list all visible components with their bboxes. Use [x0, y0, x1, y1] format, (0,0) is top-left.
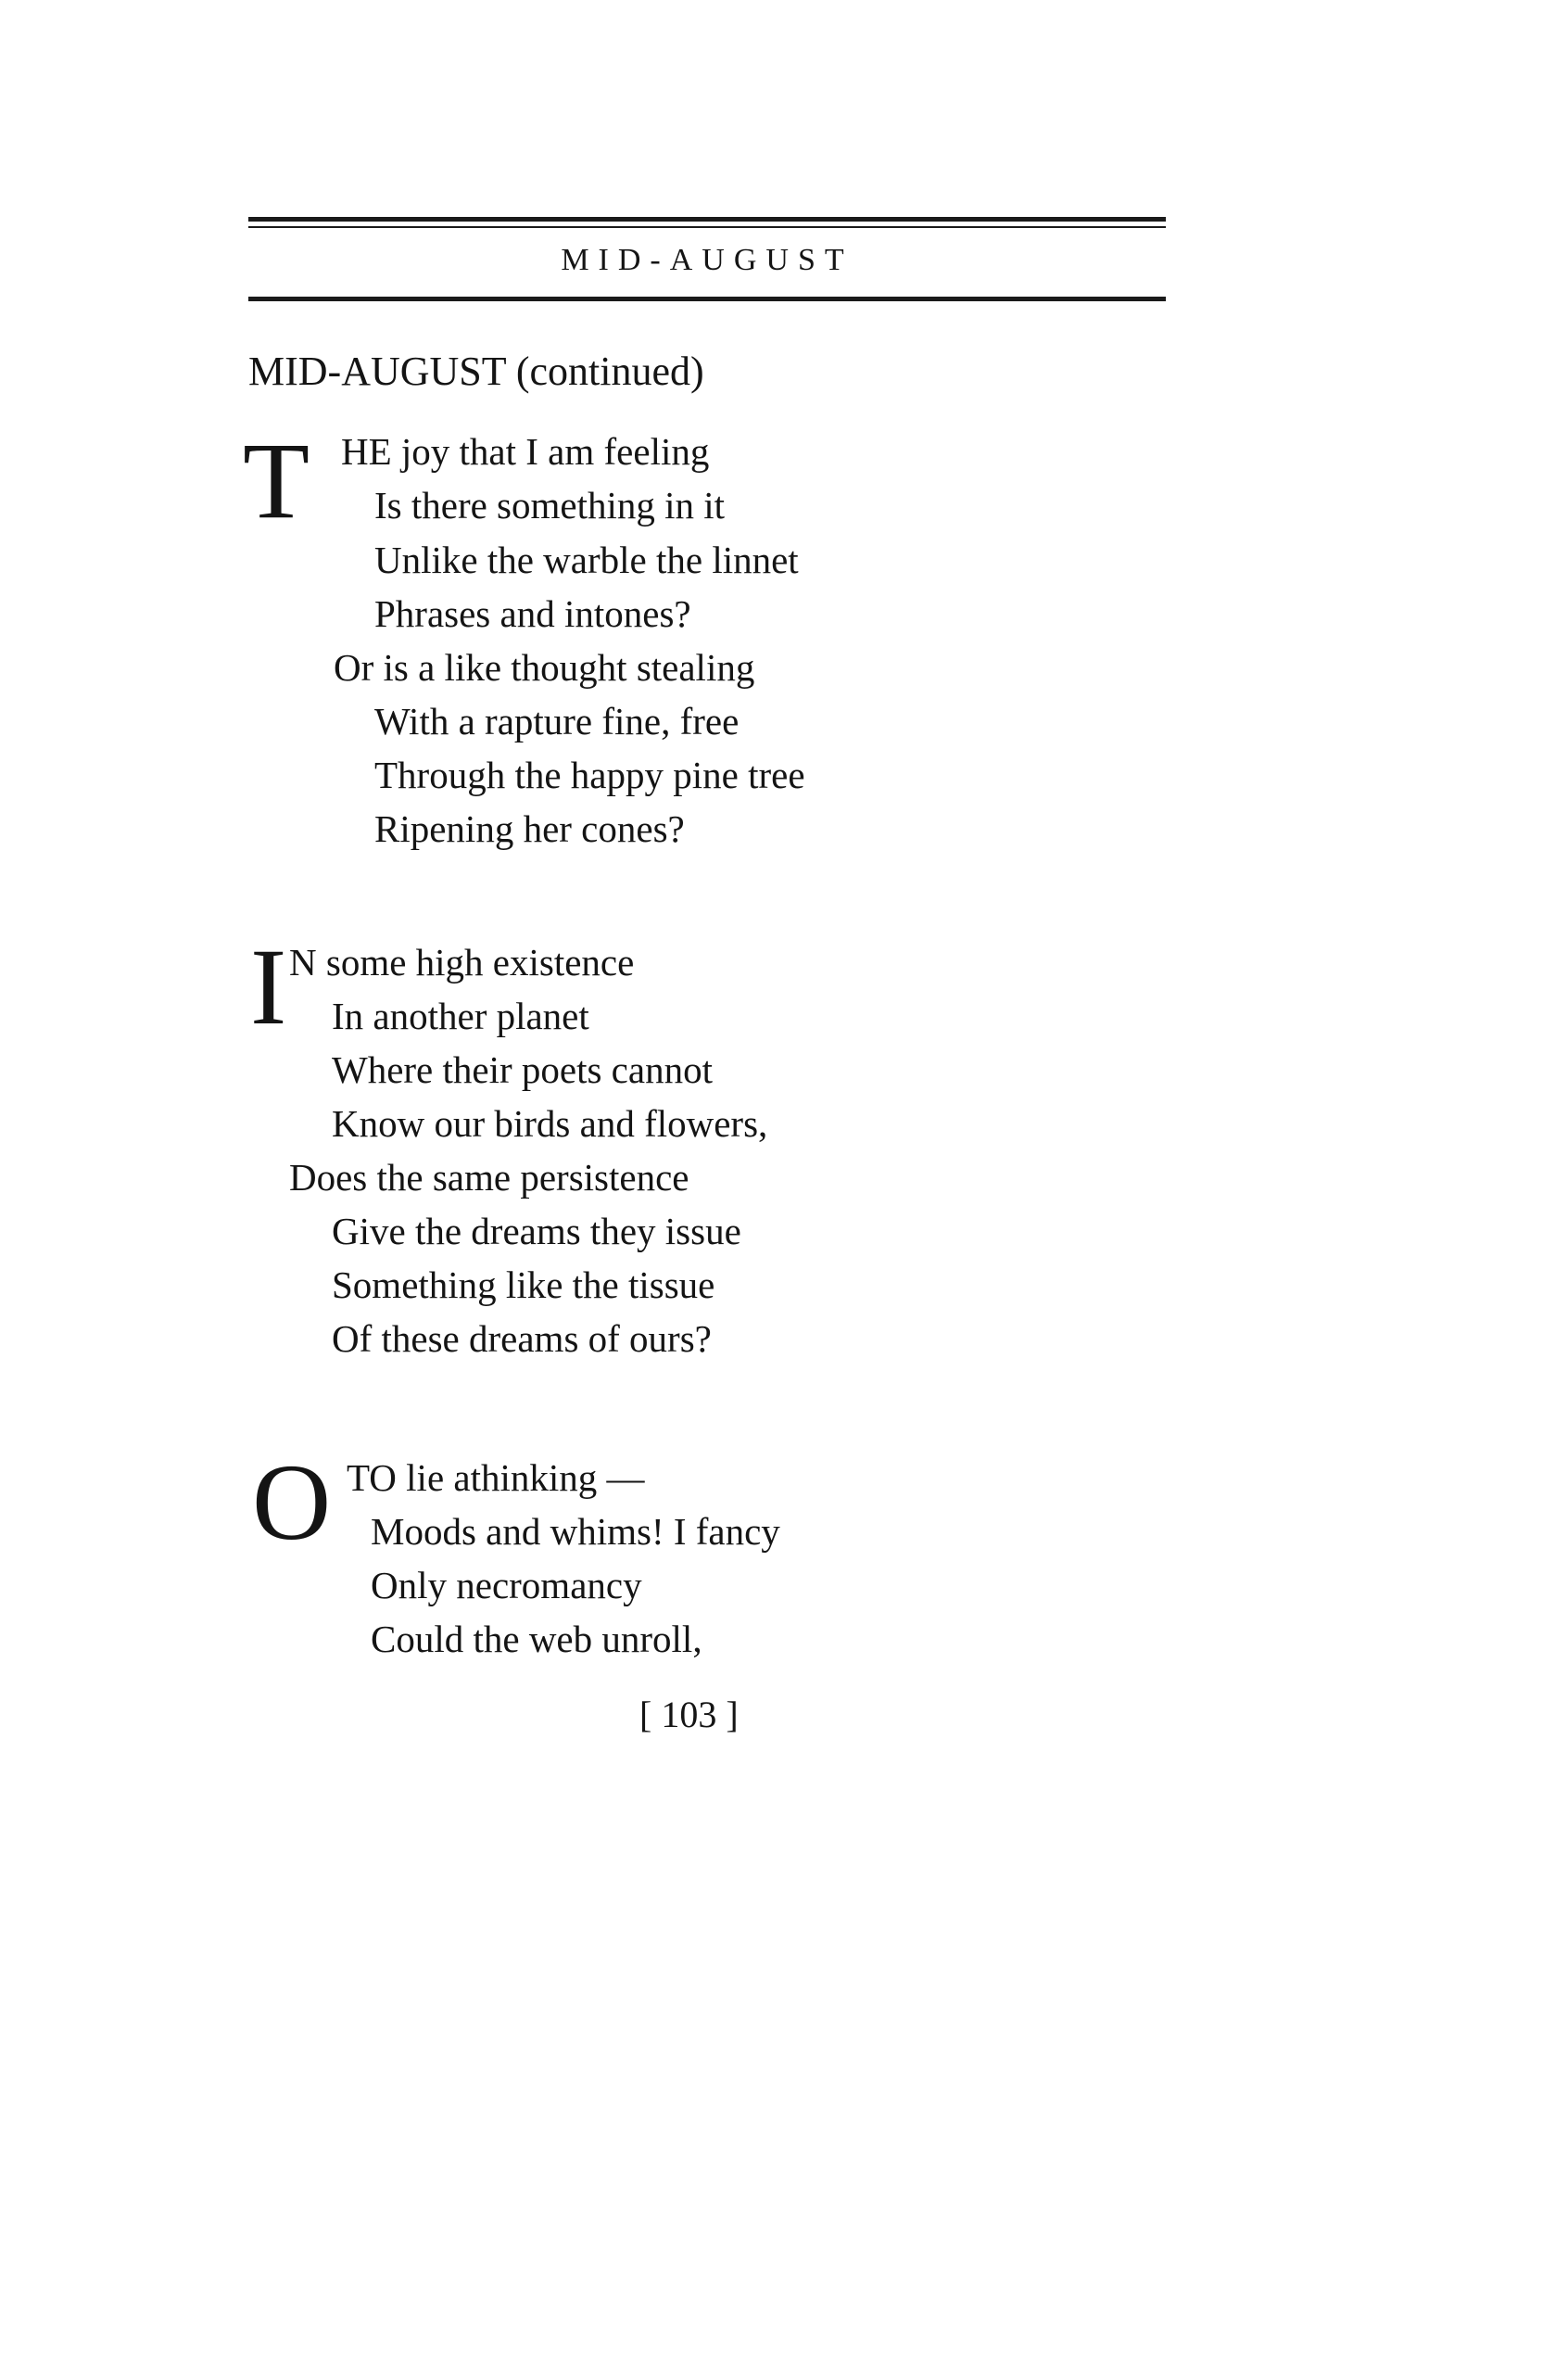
poem-line: Know our birds and flowers,: [332, 1102, 768, 1145]
poem-line: With a rapture fine, free: [374, 700, 740, 743]
poem-line: Moods and whims! I fancy: [371, 1510, 780, 1553]
poem-line: In another planet: [332, 995, 589, 1037]
poem-line: Of these dreams of ours?: [332, 1317, 712, 1360]
drop-cap: I: [250, 926, 287, 1047]
header-rule-top-thin: [248, 226, 1166, 228]
poem-line: Give the dreams they issue: [332, 1210, 741, 1252]
poem-line: Or is a like thought stealing: [334, 646, 755, 689]
poem-line: Only necromancy: [371, 1564, 642, 1606]
poem-line: Does the same persistence: [289, 1156, 689, 1199]
header-rule-bottom: [248, 297, 1166, 301]
section-title: MID-AUGUST (continued): [248, 349, 704, 394]
poem-line: Ripening her cones?: [374, 807, 685, 850]
page-number: [ 103 ]: [639, 1694, 739, 1735]
poem-line: TO lie athinking —: [347, 1456, 645, 1499]
drop-cap: T: [243, 420, 310, 541]
poem-line: Something like the tissue: [332, 1263, 715, 1306]
header-rule-top: [248, 217, 1166, 222]
poem-line: HE joy that I am feeling: [341, 430, 710, 473]
running-head: MID-AUGUST: [561, 243, 854, 277]
drop-cap: O: [252, 1441, 332, 1563]
poem-line: Is there something in it: [374, 484, 726, 527]
poem-line: Could the web unroll,: [371, 1618, 702, 1660]
poem-line: Phrases and intones?: [374, 592, 691, 635]
poem-line: N some high existence: [289, 941, 635, 984]
poem-line: Where their poets cannot: [332, 1048, 713, 1091]
poem-line: Through the happy pine tree: [374, 754, 805, 796]
poem-line: Unlike the warble the linnet: [374, 539, 799, 581]
